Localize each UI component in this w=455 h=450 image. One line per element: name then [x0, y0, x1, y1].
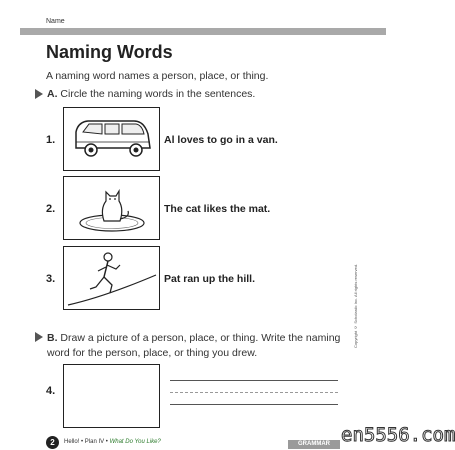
writing-line-bottom[interactable]	[170, 404, 338, 405]
item-1-sentence: Al loves to go in a van.	[164, 134, 278, 146]
writing-line-top[interactable]	[170, 380, 338, 381]
copyright-text: Copyright © Scholastic Inc. All rights reserved.	[353, 263, 358, 348]
section-a-arrow-icon	[35, 89, 43, 99]
section-b-arrow-icon	[35, 332, 43, 342]
boy-running-icon	[64, 247, 159, 309]
drawing-box[interactable]	[63, 364, 160, 428]
item-2-picture	[63, 176, 160, 240]
item-3-number: 3.	[46, 273, 56, 285]
name-label: Name	[46, 18, 65, 25]
footer-section-label: GRAMMAR	[288, 440, 340, 449]
item-4-number: 4.	[46, 385, 56, 397]
item-2-number: 2.	[46, 203, 56, 215]
item-2-sentence: The cat likes the mat.	[164, 203, 271, 215]
name-line-bar	[20, 28, 386, 35]
definition-text: A naming word names a person, place, or thing.	[46, 70, 269, 82]
footer-series-text: Hello! • Plan IV •	[64, 439, 108, 445]
section-a-text: Circle the naming words in the sentences.	[60, 88, 256, 100]
section-b-instruction	[47, 331, 347, 361]
page-number-badge: 2	[46, 436, 59, 449]
footer-unit-text: What Do You Like?	[109, 439, 161, 445]
footer-series	[64, 439, 161, 445]
item-3-sentence: Pat ran up the hill.	[164, 273, 256, 285]
cat-on-mat-icon	[64, 177, 159, 239]
section-b-letter: B.	[47, 332, 58, 344]
section-a-instruction	[47, 88, 255, 100]
van-icon	[64, 108, 159, 170]
writing-line-middle	[170, 392, 338, 393]
item-1-picture	[63, 107, 160, 171]
section-b-text: Draw a picture of a person, place, or thing. Write the naming word for the person, place, or thing you drew.	[47, 332, 341, 359]
item-3-picture	[63, 246, 160, 310]
item-1-number: 1.	[46, 134, 56, 146]
watermark: en5556.com	[341, 424, 455, 446]
page-title: Naming Words	[46, 42, 173, 62]
section-a-letter: A.	[47, 88, 58, 100]
